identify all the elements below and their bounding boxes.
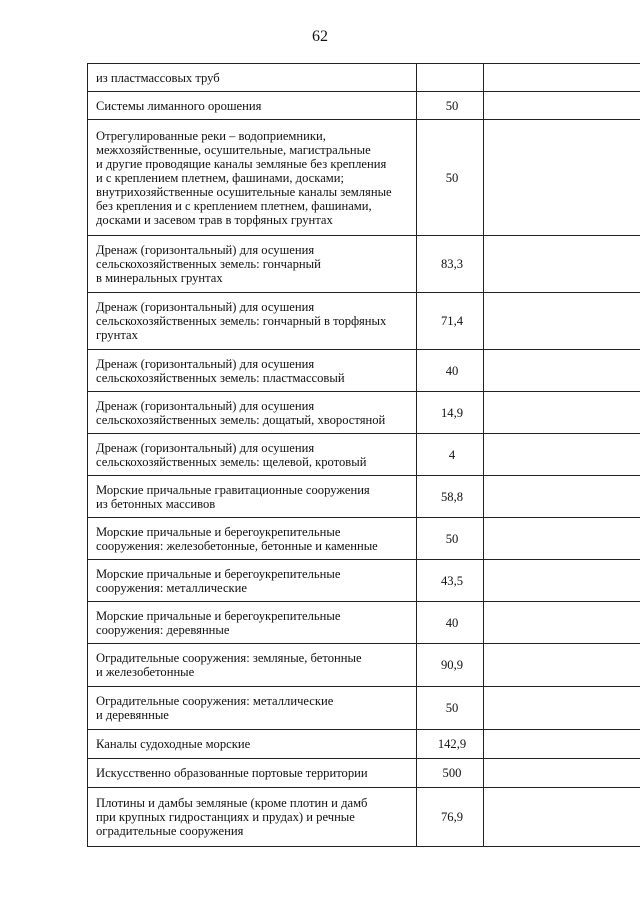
row-description: Системы лиманного орошения (88, 92, 417, 120)
table-row (88, 759, 640, 788)
row-value: 50 (417, 687, 484, 730)
row-value: 76,9 (417, 788, 484, 847)
row-description: Оградительные сооружения: земляные, бетонные и железобетонные (88, 644, 417, 687)
row-value: 43,5 (417, 560, 484, 602)
row-empty-cell (484, 644, 640, 687)
row-value: 83,3 (417, 236, 484, 293)
row-value: 14,9 (417, 392, 484, 434)
row-value: 4 (417, 434, 484, 476)
row-empty-cell (484, 92, 640, 120)
row-empty-cell (484, 64, 640, 92)
row-description: Плотины и дамбы земляные (кроме плотин и дамб при крупных гидростанциях и прудах) и речные оградительные сооружения (88, 788, 417, 847)
table-row (88, 392, 640, 434)
row-empty-cell (484, 759, 640, 788)
row-description: Дренаж (горизонтальный) для осушения сельскохозяйственных земель: гончарный в минеральных грунтах (88, 236, 417, 293)
row-value: 40 (417, 350, 484, 392)
row-empty-cell (484, 293, 640, 350)
row-description: Дренаж (горизонтальный) для осушения сельскохозяйственных земель: дощатый, хворостяной (88, 392, 417, 434)
row-empty-cell (484, 687, 640, 730)
row-value: 142,9 (417, 730, 484, 759)
row-empty-cell (484, 788, 640, 847)
row-description: Дренаж (горизонтальный) для осушения сельскохозяйственных земель: щелевой, кротовый (88, 434, 417, 476)
row-empty-cell (484, 518, 640, 560)
row-description: Каналы судоходные морские (88, 730, 417, 759)
row-description: Морские причальные и берегоукрепительные сооружения: железобетонные, бетонные и каменные (88, 518, 417, 560)
table-row (88, 518, 640, 560)
row-description: Дренаж (горизонтальный) для осушения сельскохозяйственных земель: гончарный в торфяных грунтах (88, 293, 417, 350)
row-value (417, 64, 484, 92)
row-empty-cell (484, 434, 640, 476)
table-row (88, 92, 640, 120)
row-empty-cell (484, 730, 640, 759)
table-row (88, 476, 640, 518)
row-value: 50 (417, 518, 484, 560)
row-description: Искусственно образованные портовые территории (88, 759, 417, 788)
row-value: 50 (417, 120, 484, 236)
row-description: Отрегулированные реки – водоприемники, межхозяйственные, осушительные, магистральные и другие проводящие каналы земляные без крепления и с креплением плетнем, фашинами, досками; внутрихозяйственные осушительные каналы земляные без крепления и с креплением плетнем, фашинами, досками и засевом трав в торфяных грунтах (88, 120, 417, 236)
row-empty-cell (484, 476, 640, 518)
table-row (88, 788, 640, 847)
row-empty-cell (484, 350, 640, 392)
table-row (88, 602, 640, 644)
row-empty-cell (484, 560, 640, 602)
row-value: 90,9 (417, 644, 484, 687)
row-description: Оградительные сооружения: металлические и деревянные (88, 687, 417, 730)
row-description: Дренаж (горизонтальный) для осушения сельскохозяйственных земель: пластмассовый (88, 350, 417, 392)
row-value: 71,4 (417, 293, 484, 350)
table-row (88, 120, 640, 236)
row-description: Морские причальные гравитационные сооружения из бетонных массивов (88, 476, 417, 518)
row-empty-cell (484, 602, 640, 644)
row-value: 50 (417, 92, 484, 120)
page-number: 62 (312, 28, 328, 45)
norms-table (87, 63, 640, 847)
row-value: 500 (417, 759, 484, 788)
table-row (88, 644, 640, 687)
table-row (88, 730, 640, 759)
row-empty-cell (484, 392, 640, 434)
row-empty-cell (484, 236, 640, 293)
row-description: Морские причальные и берегоукрепительные сооружения: металлические (88, 560, 417, 602)
table-row (88, 434, 640, 476)
row-empty-cell (484, 120, 640, 236)
table-row (88, 293, 640, 350)
table-row (88, 560, 640, 602)
table-row (88, 236, 640, 293)
row-value: 58,8 (417, 476, 484, 518)
row-description: Морские причальные и берегоукрепительные сооружения: деревянные (88, 602, 417, 644)
row-value: 40 (417, 602, 484, 644)
table-row (88, 350, 640, 392)
table-row (88, 64, 640, 92)
table-row (88, 687, 640, 730)
row-description: из пластмассовых труб (88, 64, 417, 92)
